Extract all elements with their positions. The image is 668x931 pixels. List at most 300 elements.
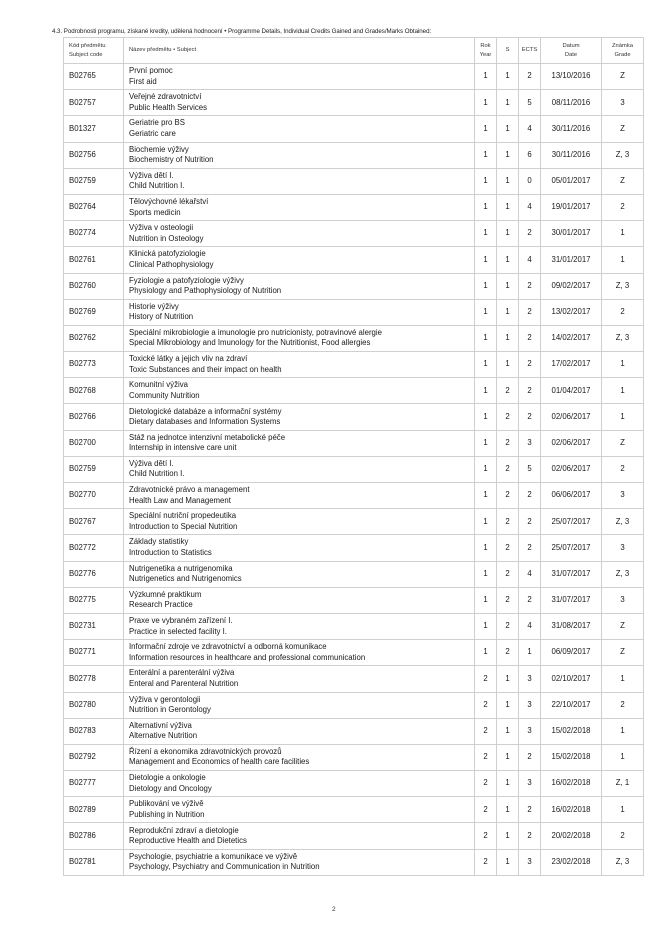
year-cell: 2 — [475, 849, 497, 875]
ects-cell: 3 — [519, 718, 541, 744]
semester-cell: 1 — [497, 194, 519, 220]
grade-cell: Z — [602, 168, 644, 194]
grade-cell: 2 — [602, 823, 644, 849]
subject-code-cell: B02771 — [64, 640, 124, 666]
table-row — [64, 430, 644, 456]
semester-cell: 1 — [497, 64, 519, 90]
subject-name-en: Reproductive Health and Dietetics — [129, 836, 247, 846]
ects-cell: 2 — [519, 64, 541, 90]
subject-name-cz: Speciální mikrobiologie a imunologie pro nutricionisty, potravinové alergie — [129, 327, 382, 337]
semester-cell: 2 — [497, 640, 519, 666]
subject-code-cell: B02769 — [64, 299, 124, 325]
ects-cell: 3 — [519, 666, 541, 692]
table-row — [64, 587, 644, 613]
date-cell: 06/09/2017 — [541, 640, 602, 666]
date-cell: 30/01/2017 — [541, 221, 602, 247]
subject-name-cell — [124, 823, 475, 849]
table-row — [64, 168, 644, 194]
subject-name-cz: Psychologie, psychiatrie a komunikace ve výživě — [129, 851, 298, 861]
year-cell: 1 — [475, 247, 497, 273]
subject-code-cell: B02775 — [64, 587, 124, 613]
subject-name-cz: Výživa v osteologii — [129, 223, 194, 233]
header-grade-cz: Známka — [612, 42, 633, 49]
ects-cell: 2 — [519, 273, 541, 299]
header-grade-en: Grade — [614, 51, 631, 58]
date-cell: 23/02/2018 — [541, 849, 602, 875]
semester-cell: 1 — [497, 325, 519, 351]
ects-cell: 2 — [519, 509, 541, 535]
subject-name-en: Dietology and Oncology — [129, 783, 212, 793]
subject-name-en: Management and Economics of health care facilities — [129, 757, 310, 767]
subject-code-cell: B02780 — [64, 692, 124, 718]
grade-cell: 3 — [602, 535, 644, 561]
year-cell: 1 — [475, 352, 497, 378]
subject-name-cell — [124, 273, 475, 299]
date-cell: 20/02/2018 — [541, 823, 602, 849]
semester-cell: 1 — [497, 273, 519, 299]
year-cell: 1 — [475, 640, 497, 666]
header-date-cz: Datum — [562, 42, 580, 49]
date-cell: 31/08/2017 — [541, 613, 602, 639]
semester-cell: 2 — [497, 456, 519, 482]
year-cell: 2 — [475, 823, 497, 849]
grade-cell: 3 — [602, 90, 644, 116]
year-cell: 1 — [475, 587, 497, 613]
subject-name-cz: Publikování ve výživě — [129, 799, 204, 809]
subject-name-cell — [124, 561, 475, 587]
subject-name-cz: Speciální nutriční propedeutika — [129, 511, 237, 521]
year-cell: 1 — [475, 194, 497, 220]
subject-code-cell: B02757 — [64, 90, 124, 116]
year-cell: 1 — [475, 90, 497, 116]
year-cell: 1 — [475, 168, 497, 194]
date-cell: 02/06/2017 — [541, 430, 602, 456]
subject-name-cell — [124, 116, 475, 142]
subject-name-cz: Tělovýchovné lékařství — [129, 197, 209, 207]
subject-name-cz: Informační zdroje ve zdravotnictví a odborná komunikace — [129, 642, 327, 652]
subject-name-en: Enteral and Parenteral Nutrition — [129, 678, 239, 688]
grade-cell: 1 — [602, 247, 644, 273]
ects-cell: 2 — [519, 797, 541, 823]
date-cell: 15/02/2018 — [541, 718, 602, 744]
subject-code-cell: B02766 — [64, 404, 124, 430]
ects-cell: 6 — [519, 142, 541, 168]
year-cell: 2 — [475, 718, 497, 744]
subject-code-cell: B02774 — [64, 221, 124, 247]
grade-cell: 1 — [602, 744, 644, 770]
year-cell: 1 — [475, 116, 497, 142]
subject-name-cz: Veřejné zdravotnictví — [129, 92, 202, 102]
ects-cell: 2 — [519, 221, 541, 247]
ects-cell: 2 — [519, 325, 541, 351]
subject-name-cz: Geriatrie pro BS — [129, 118, 185, 128]
grade-cell: 1 — [602, 221, 644, 247]
subject-code-cell: B02764 — [64, 194, 124, 220]
subject-name-en: Clinical Pathophysiology — [129, 259, 214, 269]
ects-cell: 2 — [519, 299, 541, 325]
semester-cell: 2 — [497, 430, 519, 456]
subject-name-en: Psychology, Psychiatry and Communication in Nutrition — [129, 862, 320, 872]
subject-name-cell — [124, 666, 475, 692]
date-cell: 16/02/2018 — [541, 771, 602, 797]
subject-name-en: Public Health Services — [129, 102, 208, 112]
table-row — [64, 509, 644, 535]
ects-cell: 4 — [519, 194, 541, 220]
date-cell: 16/02/2018 — [541, 797, 602, 823]
date-cell: 13/02/2017 — [541, 299, 602, 325]
subject-name-en: Introduction to Special Nutrition — [129, 521, 238, 531]
subject-name-cz: Toxické látky a jejich vliv na zdraví — [129, 354, 248, 364]
grade-cell: 2 — [602, 692, 644, 718]
subject-name-en: Child Nutrition I. — [129, 181, 185, 191]
table-row — [64, 613, 644, 639]
grade-cell: Z, 3 — [602, 849, 644, 875]
table-row — [64, 247, 644, 273]
subject-name-cell — [124, 247, 475, 273]
subject-code-cell: B02760 — [64, 273, 124, 299]
date-cell: 01/04/2017 — [541, 378, 602, 404]
subject-name-cell — [124, 587, 475, 613]
subject-code-cell: B02773 — [64, 352, 124, 378]
semester-cell: 1 — [497, 168, 519, 194]
subject-name-cell — [124, 430, 475, 456]
subject-name-cell — [124, 221, 475, 247]
semester-cell: 2 — [497, 561, 519, 587]
subject-name-cell — [124, 744, 475, 770]
grade-cell: Z — [602, 430, 644, 456]
table-header-row — [64, 38, 644, 64]
table-row — [64, 325, 644, 351]
subject-name-en: Sports medicin — [129, 207, 181, 217]
year-cell: 1 — [475, 509, 497, 535]
subject-code-cell: B02789 — [64, 797, 124, 823]
subject-code-cell: B02783 — [64, 718, 124, 744]
grade-cell: Z — [602, 613, 644, 639]
year-cell: 1 — [475, 142, 497, 168]
grade-cell: Z — [602, 116, 644, 142]
table-row — [64, 666, 644, 692]
subject-name-cell — [124, 771, 475, 797]
date-cell: 30/11/2016 — [541, 142, 602, 168]
subject-code-cell: B02761 — [64, 247, 124, 273]
subject-name-cell — [124, 718, 475, 744]
table-row — [64, 221, 644, 247]
table-row — [64, 849, 644, 875]
table-row — [64, 456, 644, 482]
semester-cell: 1 — [497, 142, 519, 168]
subject-name-cz: První pomoc — [129, 66, 173, 76]
subject-name-cell — [124, 640, 475, 666]
subject-name-en: Nutrigenetics and Nutrigenomics — [129, 574, 242, 584]
table-row — [64, 64, 644, 90]
year-cell: 1 — [475, 613, 497, 639]
table-row — [64, 142, 644, 168]
year-cell: 1 — [475, 404, 497, 430]
semester-cell: 1 — [497, 247, 519, 273]
subject-name-cz: Dietologie a onkologie — [129, 773, 206, 783]
grade-cell: 2 — [602, 299, 644, 325]
subject-code-cell: B02776 — [64, 561, 124, 587]
subject-name-en: Toxic Substances and their impact on health — [129, 364, 282, 374]
subject-name-cell — [124, 456, 475, 482]
date-cell: 17/02/2017 — [541, 352, 602, 378]
grade-cell: 1 — [602, 378, 644, 404]
subject-code-cell: B02778 — [64, 666, 124, 692]
semester-cell: 1 — [497, 797, 519, 823]
subject-name-cz: Dietologické databáze a informační systémy — [129, 406, 282, 416]
year-cell: 2 — [475, 692, 497, 718]
year-cell: 1 — [475, 221, 497, 247]
header-subject-code — [64, 38, 124, 64]
grade-cell: 1 — [602, 666, 644, 692]
date-cell: 02/06/2017 — [541, 404, 602, 430]
subject-name-cell — [124, 404, 475, 430]
ects-cell: 3 — [519, 771, 541, 797]
semester-cell: 1 — [497, 692, 519, 718]
subject-code-cell: B02731 — [64, 613, 124, 639]
table-row — [64, 797, 644, 823]
subject-name-cell — [124, 194, 475, 220]
table-row — [64, 273, 644, 299]
ects-cell: 3 — [519, 849, 541, 875]
date-cell: 31/07/2017 — [541, 587, 602, 613]
subject-name-cell — [124, 509, 475, 535]
section-title: 4.3. Podrobnosti programu, získané kredity, udělená hodnocení • Programme Details, Individual Credits Gained and Grades/Marks Obtained: — [52, 28, 432, 35]
subject-name-cell — [124, 168, 475, 194]
subject-name-cz: Výživa dětí I. — [129, 458, 174, 468]
header-year-cz: Rok — [480, 42, 491, 49]
date-cell: 19/01/2017 — [541, 194, 602, 220]
table-row — [64, 561, 644, 587]
date-cell: 22/10/2017 — [541, 692, 602, 718]
semester-cell: 1 — [497, 849, 519, 875]
subject-name-en: Health Law and Management — [129, 495, 231, 505]
subject-name-cell — [124, 797, 475, 823]
subject-name-en: Introduction to Statistics — [129, 547, 212, 557]
grade-cell: Z, 3 — [602, 273, 644, 299]
subject-name-en: Child Nutrition I. — [129, 469, 185, 479]
year-cell: 1 — [475, 325, 497, 351]
grade-cell: Z, 3 — [602, 325, 644, 351]
subject-name-cz: Nutrigenetika a nutrigenomika — [129, 563, 233, 573]
subject-name-en: Geriatric care — [129, 128, 176, 138]
subject-code-cell: B02777 — [64, 771, 124, 797]
subject-name-cz: Zdravotnické právo a management — [129, 485, 250, 495]
ects-cell: 2 — [519, 535, 541, 561]
table-row — [64, 378, 644, 404]
date-cell: 13/10/2016 — [541, 64, 602, 90]
subject-code-cell: B02792 — [64, 744, 124, 770]
grade-cell: Z — [602, 64, 644, 90]
date-cell: 31/01/2017 — [541, 247, 602, 273]
subject-name-cell — [124, 692, 475, 718]
subject-name-cell — [124, 325, 475, 351]
ects-cell: 2 — [519, 823, 541, 849]
header-semester: S — [497, 38, 519, 64]
subject-name-en: Publishing in Nutrition — [129, 809, 205, 819]
semester-cell: 1 — [497, 299, 519, 325]
subject-name-cell — [124, 142, 475, 168]
grades-table-body — [64, 64, 644, 876]
subject-name-cz: Klinická patofyziologie — [129, 249, 206, 259]
header-year — [475, 38, 497, 64]
table-row — [64, 771, 644, 797]
date-cell: 05/01/2017 — [541, 168, 602, 194]
header-subject: Název předmětu • Subject — [124, 38, 475, 64]
year-cell: 1 — [475, 273, 497, 299]
semester-cell: 1 — [497, 771, 519, 797]
year-cell: 1 — [475, 483, 497, 509]
subject-name-cz: Enterální a parenterální výživa — [129, 668, 235, 678]
subject-code-cell: B02759 — [64, 456, 124, 482]
ects-cell: 2 — [519, 404, 541, 430]
ects-cell: 4 — [519, 116, 541, 142]
year-cell: 2 — [475, 744, 497, 770]
subject-code-cell: B02765 — [64, 64, 124, 90]
subject-name-cz: Výživa v gerontologii — [129, 694, 201, 704]
ects-cell: 2 — [519, 587, 541, 613]
subject-name-en: Physiology and Pathophysiology of Nutrition — [129, 286, 282, 296]
semester-cell: 2 — [497, 404, 519, 430]
subject-name-cell — [124, 64, 475, 90]
subject-code-cell: B02770 — [64, 483, 124, 509]
table-row — [64, 483, 644, 509]
semester-cell: 1 — [497, 90, 519, 116]
grade-cell: Z, 3 — [602, 509, 644, 535]
subject-name-cz: Výzkumné praktikum — [129, 589, 202, 599]
grade-cell: Z, 1 — [602, 771, 644, 797]
year-cell: 2 — [475, 771, 497, 797]
subject-name-en: Nutrition in Gerontology — [129, 705, 211, 715]
grade-cell: 1 — [602, 797, 644, 823]
table-row — [64, 692, 644, 718]
subject-code-cell: B02759 — [64, 168, 124, 194]
subject-code-cell: B02767 — [64, 509, 124, 535]
ects-cell: 1 — [519, 640, 541, 666]
subject-name-en: Dietary databases and Information Systems — [129, 417, 281, 427]
subject-code-cell: B02772 — [64, 535, 124, 561]
grade-cell: Z, 3 — [602, 561, 644, 587]
ects-cell: 4 — [519, 613, 541, 639]
date-cell: 25/07/2017 — [541, 509, 602, 535]
ects-cell: 0 — [519, 168, 541, 194]
header-date-en: Date — [564, 51, 578, 58]
grade-cell: 3 — [602, 483, 644, 509]
subject-name-cz: Stáž na jednotce intenzivní metabolické péče — [129, 432, 286, 442]
page-number: 2 — [332, 906, 336, 913]
date-cell: 09/02/2017 — [541, 273, 602, 299]
ects-cell: 2 — [519, 352, 541, 378]
ects-cell: 3 — [519, 430, 541, 456]
semester-cell: 2 — [497, 535, 519, 561]
subject-name-en: Biochemistry of Nutrition — [129, 155, 214, 165]
date-cell: 31/07/2017 — [541, 561, 602, 587]
subject-name-cell — [124, 535, 475, 561]
subject-code-cell: B02756 — [64, 142, 124, 168]
subject-name-cz: Základy statistiky — [129, 537, 189, 547]
subject-name-cell — [124, 299, 475, 325]
semester-cell: 2 — [497, 483, 519, 509]
subject-code-cell: B02768 — [64, 378, 124, 404]
grade-cell: 1 — [602, 404, 644, 430]
subject-name-cz: Historie výživy — [129, 301, 179, 311]
table-row — [64, 744, 644, 770]
date-cell: 02/10/2017 — [541, 666, 602, 692]
subject-name-en: Internship in intensive care unit — [129, 443, 237, 453]
ects-cell: 4 — [519, 561, 541, 587]
subject-name-en: Community Nutrition — [129, 390, 200, 400]
table-row — [64, 823, 644, 849]
year-cell: 1 — [475, 456, 497, 482]
subject-name-cz: Biochemie výživy — [129, 144, 189, 154]
header-ects: ECTS — [519, 38, 541, 64]
subject-name-cell — [124, 849, 475, 875]
subject-name-cz: Řízení a ekonomika zdravotnických provozů — [129, 746, 282, 756]
ects-cell: 4 — [519, 247, 541, 273]
subject-name-cz: Reprodukční zdraví a dietologie — [129, 825, 239, 835]
year-cell: 2 — [475, 666, 497, 692]
grade-cell: 2 — [602, 456, 644, 482]
grades-table — [63, 37, 644, 876]
subject-name-cz: Komunitní výživa — [129, 380, 188, 390]
subject-name-cz: Fyziologie a patofyziologie výživy — [129, 275, 244, 285]
subject-name-en: First aid — [129, 76, 157, 86]
ects-cell: 3 — [519, 692, 541, 718]
grade-cell: 1 — [602, 352, 644, 378]
grade-cell: 2 — [602, 194, 644, 220]
subject-code-cell: B02762 — [64, 325, 124, 351]
semester-cell: 2 — [497, 587, 519, 613]
semester-cell: 2 — [497, 613, 519, 639]
grade-cell: Z, 3 — [602, 142, 644, 168]
subject-name-en: History of Nutrition — [129, 312, 194, 322]
subject-name-cell — [124, 613, 475, 639]
semester-cell: 1 — [497, 116, 519, 142]
subject-code-cell: B02786 — [64, 823, 124, 849]
subject-name-cell — [124, 378, 475, 404]
subject-name-cz: Výživa dětí I. — [129, 170, 174, 180]
subject-name-en: Alternative Nutrition — [129, 731, 198, 741]
table-row — [64, 535, 644, 561]
semester-cell: 1 — [497, 666, 519, 692]
semester-cell: 1 — [497, 352, 519, 378]
header-code-cz: Kód předmětu — [69, 42, 106, 49]
ects-cell: 2 — [519, 744, 541, 770]
table-row — [64, 352, 644, 378]
grade-cell: 3 — [602, 587, 644, 613]
subject-name-cz: Praxe ve vybraném zařízení I. — [129, 616, 233, 626]
subject-code-cell: B01327 — [64, 116, 124, 142]
year-cell: 1 — [475, 299, 497, 325]
subject-name-cz: Alternativní výživa — [129, 720, 192, 730]
header-date — [541, 38, 602, 64]
subject-name-en: Special Mikrobiology and Imunology for the Nutritionist, Food allergies — [129, 338, 371, 348]
table-row — [64, 404, 644, 430]
date-cell: 30/11/2016 — [541, 116, 602, 142]
table-row — [64, 299, 644, 325]
table-row — [64, 640, 644, 666]
semester-cell: 1 — [497, 744, 519, 770]
semester-cell: 1 — [497, 823, 519, 849]
grade-cell: Z — [602, 640, 644, 666]
year-cell: 2 — [475, 797, 497, 823]
ects-cell: 5 — [519, 456, 541, 482]
date-cell: 06/06/2017 — [541, 483, 602, 509]
date-cell: 14/02/2017 — [541, 325, 602, 351]
subject-name-en: Information resources in healthcare and professional communication — [129, 652, 366, 662]
year-cell: 1 — [475, 430, 497, 456]
ects-cell: 2 — [519, 483, 541, 509]
